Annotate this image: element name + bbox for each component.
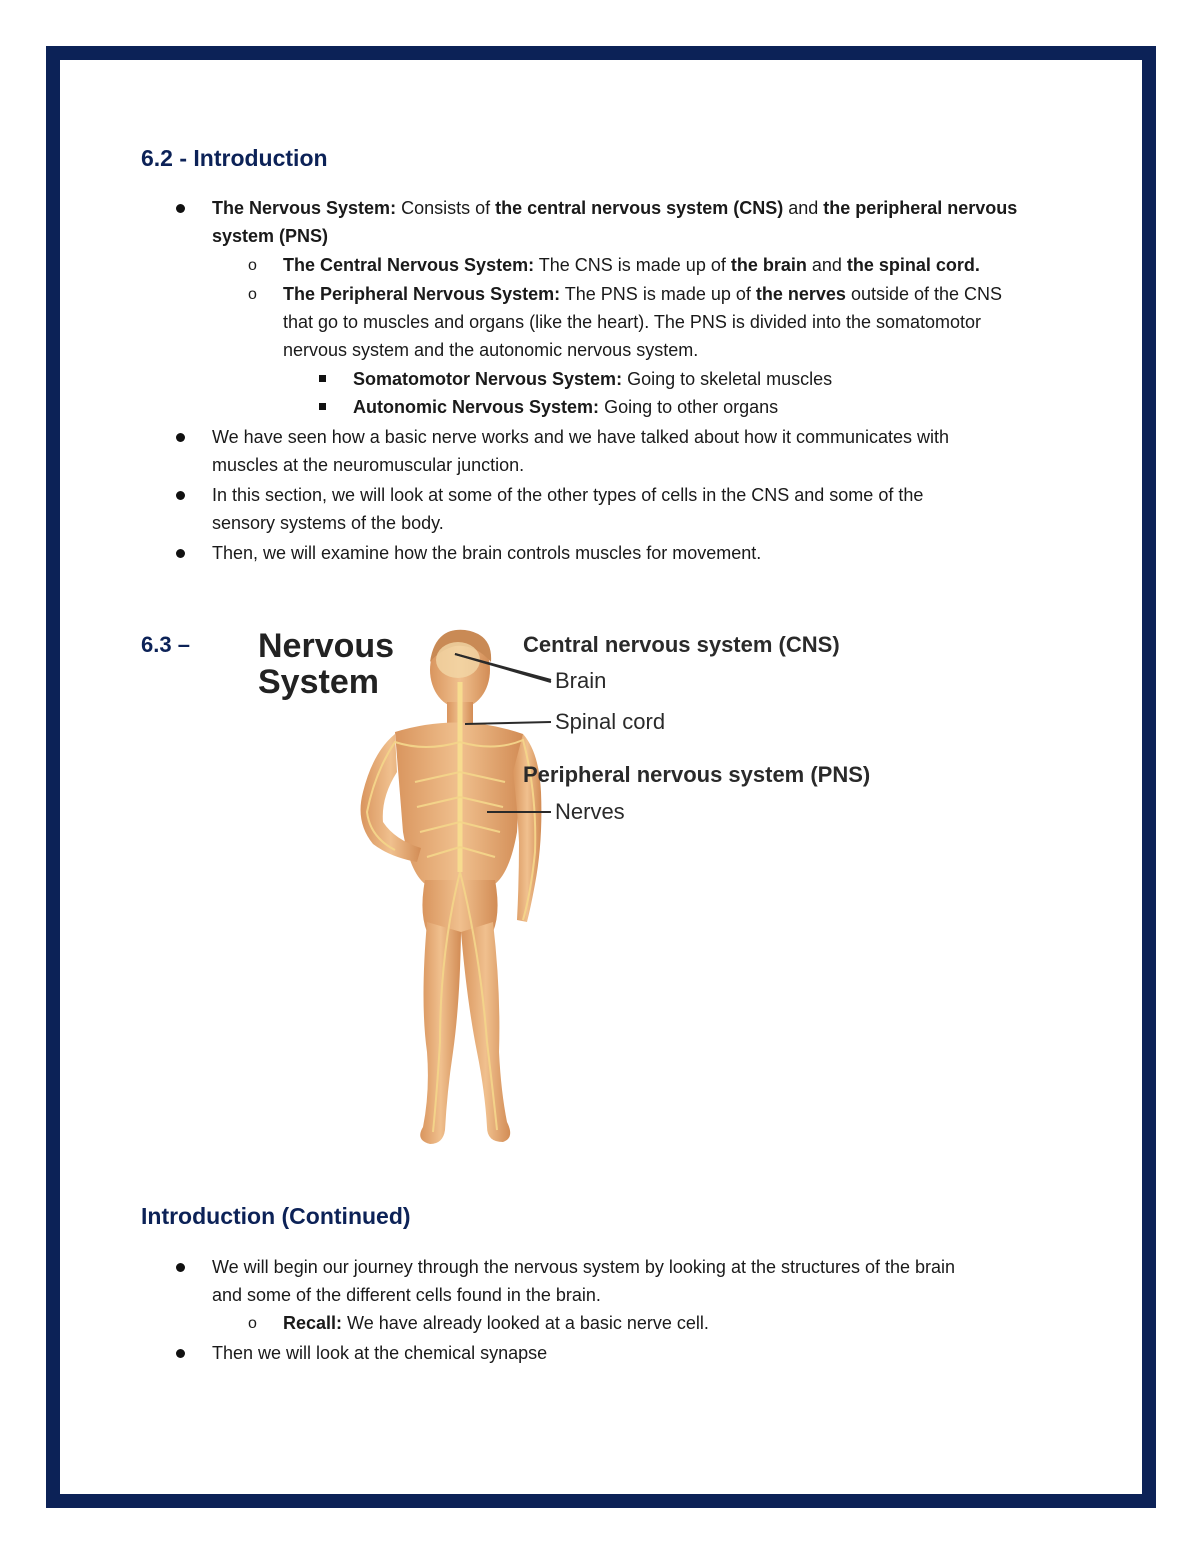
bullet-chemical-synapse: Then we will look at the chemical synapse: [212, 1343, 548, 1363]
bullet-this-section: In this section, we will look at some of the other types of cells in the CNS and some of the: [212, 485, 924, 505]
sub-sub-bullet-somatomotor: Somatomotor Nervous System: Going to skeletal muscles: [353, 369, 833, 389]
bullet-journey: We will begin our journey through the nervous system by looking at the structures of the brain: [212, 1257, 956, 1277]
bullet-dot: [176, 1349, 185, 1358]
section-heading-6-3: 6.3 –: [141, 632, 190, 657]
bullet-circle: o: [248, 257, 257, 274]
bullet-square: [319, 403, 326, 410]
bullet-basic-nerve: We have seen how a basic nerve works and we have talked about how it communicates with: [212, 427, 950, 447]
bullet-dot: [176, 433, 185, 442]
sub-bullet-pns-line2: that go to muscles and organs (like the heart). The PNS is divided into the somatomotor: [283, 312, 982, 332]
section-heading-6-2: 6.2 - Introduction: [141, 145, 328, 171]
bullet-movement: Then, we will examine how the brain controls muscles for movement.: [212, 543, 762, 563]
figure-title: Nervous System: [258, 627, 395, 701]
sub-bullet-pns-line3: nervous system and the autonomic nervous system.: [283, 340, 699, 360]
label-nerves: Nerves: [555, 799, 625, 824]
bullet-nervous-system: The Nervous System: Consists of the central nervous system (CNS) and the peripheral nervous: [212, 198, 1018, 218]
section-heading-intro-continued: Introduction (Continued): [141, 1203, 411, 1229]
human-body-illustration: [255, 622, 945, 1162]
label-brain: Brain: [555, 668, 607, 693]
bullet-journey-line2: and some of the different cells found in the brain.: [212, 1285, 601, 1305]
bullet-nervous-system-cont: system (PNS): [212, 226, 329, 246]
bullet-this-section-line2: sensory systems of the body.: [212, 513, 444, 533]
label-cns: Central nervous system (CNS): [523, 632, 840, 657]
sub-bullet-recall: Recall: We have already looked at a basic nerve cell.: [283, 1313, 709, 1333]
sub-bullet-cns: The Central Nervous System: The CNS is made up of the brain and the spinal cord.: [283, 255, 980, 275]
bullet-circle: o: [248, 286, 257, 303]
bullet-dot: [176, 491, 185, 500]
bullet-dot: [176, 204, 185, 213]
bullet-basic-nerve-line2: muscles at the neuromuscular junction.: [212, 455, 525, 475]
bullet-circle: o: [248, 1315, 257, 1332]
bullet-dot: [176, 549, 185, 558]
label-pns: Peripheral nervous system (PNS): [523, 762, 871, 787]
bullet-square: [319, 375, 326, 382]
bullet-dot: [176, 1263, 185, 1272]
sub-bullet-pns: The Peripheral Nervous System: The PNS is made up of the nerves outside of the CNS: [283, 284, 1003, 304]
nervous-system-figure: [255, 622, 945, 1162]
sub-sub-bullet-autonomic: Autonomic Nervous System: Going to other organs: [353, 397, 779, 417]
label-spinal-cord: Spinal cord: [555, 709, 666, 734]
